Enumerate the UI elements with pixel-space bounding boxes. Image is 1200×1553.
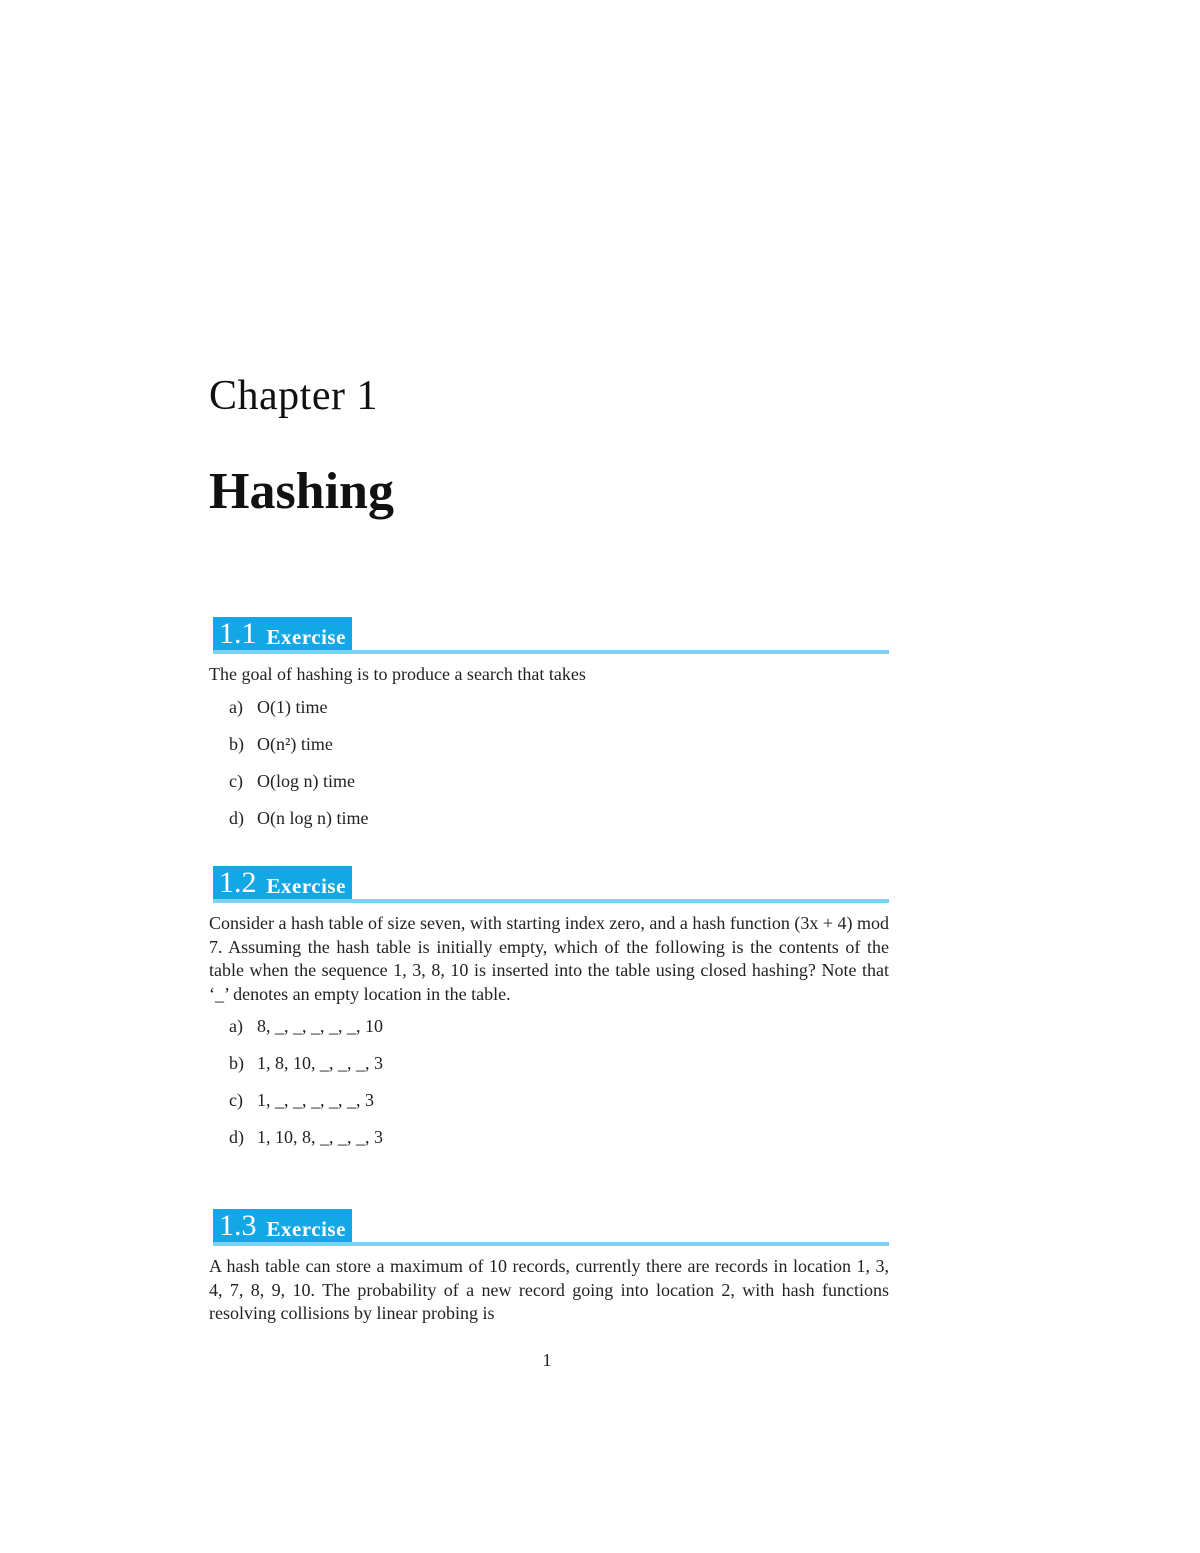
page-number: 1 [542, 1350, 552, 1370]
section-word: Exercise [266, 1217, 346, 1241]
option-letter: a) [229, 1016, 243, 1036]
exercise-section-1-2 [209, 866, 889, 1162]
section-word: Exercise [266, 625, 346, 649]
option-item [209, 806, 889, 830]
exercise-section-1-3 [209, 1209, 889, 1326]
chapter-title: Hashing [209, 463, 394, 520]
option-text: O(n log n) time [257, 807, 369, 828]
option-text: 1, 8, 10, _, _, _, 3 [257, 1053, 383, 1073]
section-number: 1.3 [219, 1209, 257, 1242]
section-number: 1.1 [219, 617, 257, 650]
option-item [209, 1051, 889, 1075]
section-rule [213, 650, 889, 654]
option-text: O(n²) time [257, 733, 333, 754]
section-heading-box [213, 617, 352, 651]
section-rule [213, 1242, 889, 1246]
question-text: The goal of hashing is to produce a search that takes [209, 664, 586, 684]
section-number: 1.2 [219, 866, 257, 899]
option-text: 8, _, _, _, _, _, 10 [257, 1016, 383, 1036]
option-letter: d) [229, 807, 244, 828]
option-letter: c) [229, 770, 243, 791]
option-item [209, 732, 889, 756]
option-letter: b) [229, 733, 244, 754]
option-item [209, 769, 889, 793]
section-heading [209, 1209, 889, 1247]
option-item [209, 1125, 889, 1149]
option-item [209, 695, 889, 719]
option-text: O(1) time [257, 696, 328, 717]
section-heading [209, 866, 889, 904]
chapter-label: Chapter 1 [209, 373, 378, 419]
option-letter: c) [229, 1090, 243, 1110]
option-letter: b) [229, 1053, 244, 1073]
options-list [209, 1014, 889, 1149]
option-text: O(log n) time [257, 770, 355, 791]
option-text: 1, _, _, _, _, _, 3 [257, 1090, 374, 1110]
option-letter: d) [229, 1127, 244, 1147]
section-heading-box [213, 866, 352, 900]
section-rule [213, 899, 889, 903]
option-item [209, 1088, 889, 1112]
section-heading [209, 617, 889, 655]
option-letter: a) [229, 696, 243, 717]
option-item [209, 1014, 889, 1038]
exercise-section-1-1 [209, 617, 889, 843]
option-text: 1, 10, 8, _, _, _, 3 [257, 1127, 383, 1147]
question-text: A hash table can store a maximum of 10 records, currently there are records in location 1, 3, 4, 7, 8, 9, 10. The probability of a new record going into location 2, with hash functions resolving collisions by linear probing is [209, 1256, 889, 1323]
section-word: Exercise [266, 874, 346, 898]
question-text: Consider a hash table of size seven, with starting index zero, and a hash function (3x + 4) mod 7. Assuming the hash table is initially empty, which of the following is the contents of the table when the sequence 1, 3, 8, 10 is inserted into the table using closed hashing? Note that ‘_’ denotes an empty location in the table. [209, 913, 889, 1004]
section-heading-box [213, 1209, 352, 1243]
options-list [209, 695, 889, 830]
